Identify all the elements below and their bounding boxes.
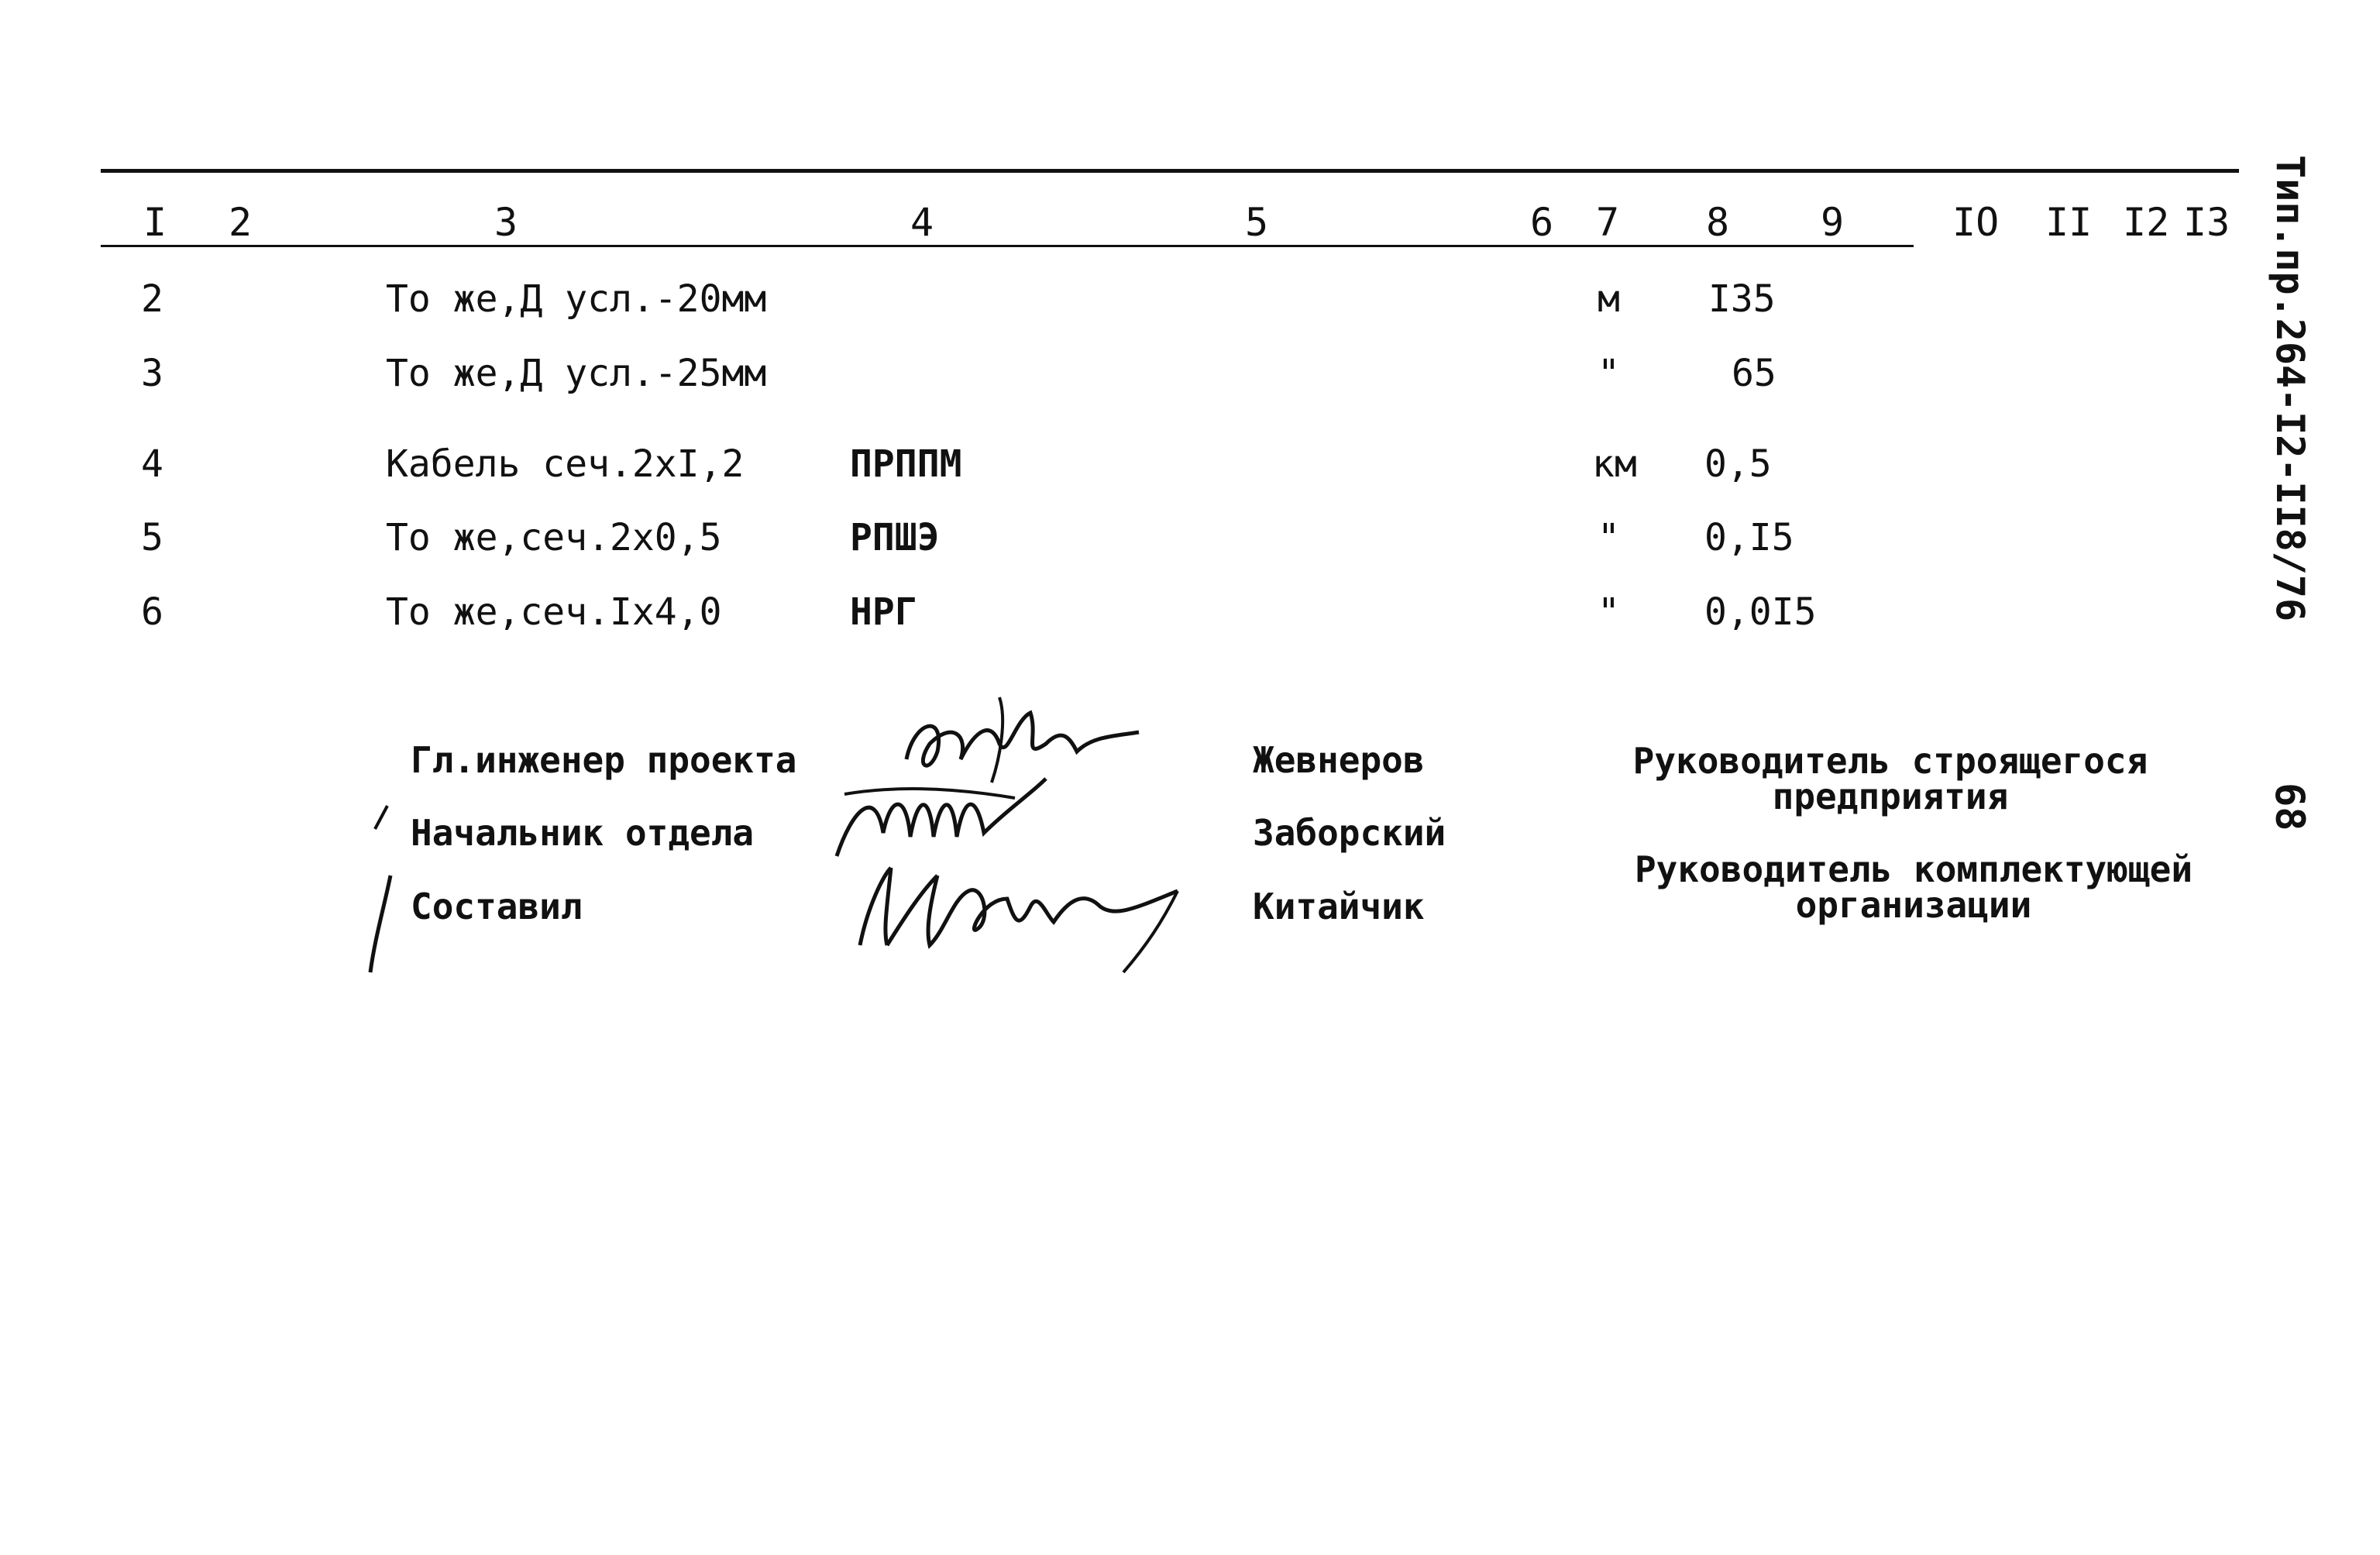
builder-head-line1: Руководитель строящегося: [1632, 740, 2148, 782]
margin-stroke: [364, 798, 395, 976]
role-compiler: Составил: [411, 886, 583, 927]
row-mark: НРГ: [850, 590, 917, 634]
row-quantity: 0,I5: [1704, 516, 1794, 559]
col-header-5: 5: [1245, 200, 1269, 245]
role-chief-engineer: Гл.инженер проекта: [411, 739, 797, 781]
name-zhevnerov: Жевнеров: [1253, 739, 1425, 781]
col-header-12: I2: [2123, 200, 2170, 245]
supplier-head-line1: Руководитель комплектующей: [1634, 848, 2193, 890]
header-rule: [101, 245, 1914, 247]
document-code: Тип.пр.264-I2-II8/76: [2268, 155, 2313, 622]
col-header-4: 4: [910, 200, 934, 245]
col-header-10: IO: [1952, 200, 2000, 245]
row-unit: ": [1598, 590, 1620, 634]
row-quantity: 0,0I5: [1704, 590, 1817, 634]
row-name: То же,Д усл.-25мм: [386, 352, 767, 395]
role-department-head: Начальник отдела: [411, 812, 755, 854]
page-number: 68: [2266, 783, 2313, 831]
row-unit: ": [1598, 352, 1620, 395]
row-unit: ": [1598, 516, 1620, 559]
row-number: 3: [141, 352, 163, 395]
row-number: 6: [141, 590, 163, 634]
row-unit: м: [1598, 277, 1620, 321]
col-header-11: II: [2045, 200, 2093, 245]
row-name: То же,сеч.2х0,5: [386, 516, 722, 559]
col-header-6: 6: [1530, 200, 1554, 245]
row-mark: ПРППМ: [850, 442, 962, 486]
row-number: 2: [141, 277, 163, 321]
row-number: 5: [141, 516, 163, 559]
row-name: Кабель сеч.2хI,2: [386, 442, 745, 486]
name-kitaychik: Китайчик: [1253, 886, 1425, 927]
col-header-2: 2: [229, 200, 253, 245]
col-header-8: 8: [1706, 200, 1730, 245]
row-name: То же,Д усл.-20мм: [386, 277, 767, 321]
row-quantity: I35: [1708, 277, 1776, 321]
row-quantity: 0,5: [1704, 442, 1772, 486]
name-zaborsky: Заборский: [1253, 812, 1446, 854]
col-header-7: 7: [1596, 200, 1620, 245]
row-unit: км: [1592, 442, 1637, 486]
col-header-13: I3: [2183, 200, 2230, 245]
row-name: То же,сеч.Iх4,0: [386, 590, 722, 634]
col-header-9: 9: [1821, 200, 1845, 245]
row-mark: РПШЭ: [850, 516, 940, 559]
row-number: 4: [141, 442, 163, 486]
col-header-1: I: [143, 200, 167, 245]
top-rule: [101, 169, 2239, 173]
builder-head-line2: предприятия: [1772, 776, 2009, 817]
row-quantity: 65: [1732, 352, 1776, 395]
signature-kitaychik: [852, 845, 1193, 976]
col-header-3: 3: [494, 200, 518, 245]
supplier-head-line2: организации: [1795, 884, 2032, 926]
